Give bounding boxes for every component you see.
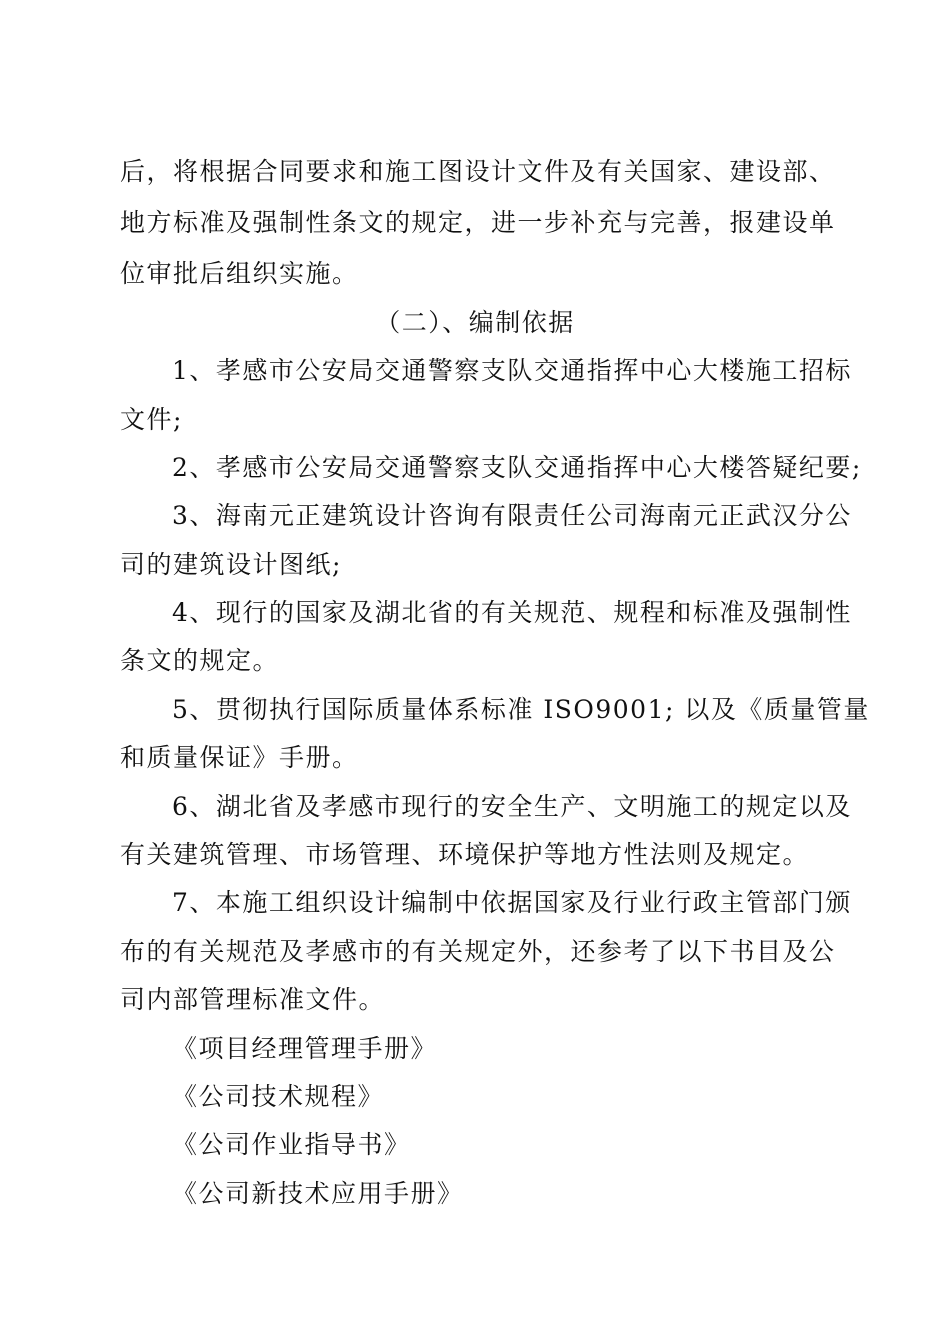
paragraph-line: 和质量保证》手册。 — [120, 743, 359, 772]
paragraph-line: 位审批后组织实施。 — [120, 259, 359, 288]
paragraph-line: 2、孝感市公安局交通警察支队交通指挥中心大楼答疑纪要; — [172, 453, 862, 482]
book-title: 《公司技术规程》 — [172, 1082, 385, 1111]
paragraph-line: 5、贯彻执行国际质量体系标准 ISO9001; 以及《质量管量 — [172, 695, 870, 724]
paragraph-line: 地方标准及强制性条文的规定，进一步补充与完善，报建设单 — [120, 208, 836, 237]
paragraph-line: 3、海南元正建筑设计咨询有限责任公司海南元正武汉分公 — [172, 501, 852, 530]
book-title: 《公司作业指导书》 — [172, 1130, 411, 1159]
section-heading: （二）、编制依据 — [375, 308, 575, 337]
book-title: 《项目经理管理手册》 — [172, 1034, 438, 1063]
paragraph-line: 文件; — [120, 405, 183, 434]
paragraph-line: 条文的规定。 — [120, 646, 280, 675]
paragraph-line: 4、现行的国家及湖北省的有关规范、规程和标准及强制性 — [172, 598, 852, 627]
paragraph-line: 司的建筑设计图纸; — [120, 550, 342, 579]
paragraph-line: 7、本施工组织设计编制中依据国家及行业行政主管部门颁 — [172, 888, 852, 917]
book-title: 《公司新技术应用手册》 — [172, 1179, 464, 1208]
paragraph-line: 1、孝感市公安局交通警察支队交通指挥中心大楼施工招标 — [172, 356, 852, 385]
paragraph-line: 6、湖北省及孝感市现行的安全生产、文明施工的规定以及 — [172, 792, 852, 821]
paragraph-line: 布的有关规范及孝感市的有关规定外，还参考了以下书目及公 — [120, 937, 836, 966]
paragraph-line: 后，将根据合同要求和施工图设计文件及有关国家、建设部、 — [120, 157, 836, 186]
paragraph-line: 有关建筑管理、市场管理、环境保护等地方性法则及规定。 — [120, 840, 810, 869]
paragraph-line: 司内部管理标准文件。 — [120, 985, 386, 1014]
